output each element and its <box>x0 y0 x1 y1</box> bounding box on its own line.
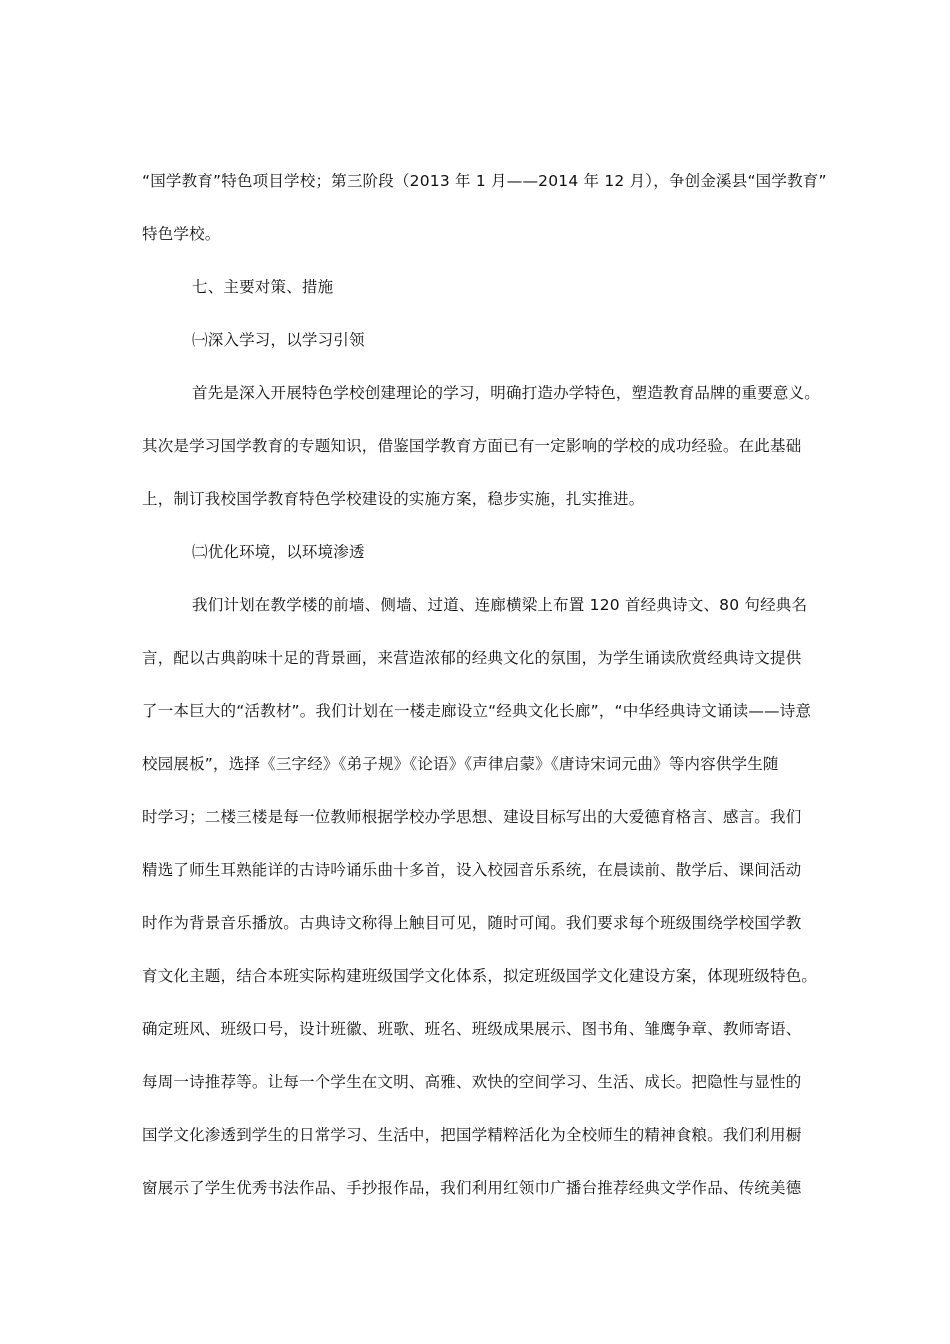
text-line: 每周一诗推荐等。让每一个学生在文明、高雅、欢快的空间学习、生活、成长。把隐性与显性的 <box>142 1073 802 1091</box>
text-line: 首先是深入开展特色学校创建理论的学习，明确打造办学特色，塑造教育品牌的重要意义。 <box>192 384 821 402</box>
text-line: 校园展板”，选择《三字经》《弟子规》《论语》《声律启蒙》《唐诗宋词元曲》等内容供学生随 <box>142 755 779 773</box>
text-line: 上，制订我校国学教育特色学校建设的实施方案，稳步实施，扎实推进。 <box>142 490 645 508</box>
text-line: 窗展示了学生优秀书法作品、手抄报作品，我们利用红领巾广播台推荐经典文学作品、传统美德 <box>142 1179 802 1197</box>
text-line: 其次是学习国学教育的专题知识，借鉴国学教育方面已有一定影响的学校的成功经验。在此基础 <box>142 437 802 455</box>
text-line: 我们计划在教学楼的前墙、侧墙、过道、连廊横梁上布置 120 首经典诗文、80 句经典名 <box>192 596 808 614</box>
text-line: 确定班风、班级口号，设计班徽、班歌、班名、班级成果展示、图书角、雏鹰争章、教师寄语、 <box>142 1020 802 1038</box>
subsection-heading: ㈠深入学习，以学习引领 <box>192 331 365 349</box>
subsection-heading: ㈡优化环境，以环境渗透 <box>192 543 365 561</box>
text-line: 育文化主题，结合本班实际构建班级国学文化体系，拟定班级国学文化建设方案，体现班级特色。 <box>142 967 818 985</box>
text-line: 时学习；二楼三楼是每一位教师根据学校办学思想、建设目标写出的大爱德育格言、感言。我们 <box>142 808 802 826</box>
text-line: 时作为背景音乐播放。古典诗文称得上触目可见，随时可闻。我们要求每个班级围绕学校国学教 <box>142 914 802 932</box>
text-line: 国学文化渗透到学生的日常学习、生活中，把国学精粹活化为全校师生的精神食粮。我们利用橱 <box>142 1126 802 1144</box>
text-line: “国学教育”特色项目学校；第三阶段（2013 年 1 月——2014 年 12 月），争创金溪县“国学教育” <box>142 172 827 190</box>
text-line: 精选了师生耳熟能详的古诗吟诵乐曲十多首，设入校园音乐系统，在晨读前、散学后、课间活动 <box>142 861 802 879</box>
text-line: 了一本巨大的“活教材”。我们计划在一楼走廊设立“经典文化长廊”，“中华经典诗文诵读——诗意 <box>142 702 812 720</box>
text-line: 言，配以古典韵味十足的背景画，来营造浓郁的经典文化的氛围，为学生诵读欣赏经典诗文提供 <box>142 649 802 667</box>
section-heading: 七、主要对策、措施 <box>192 278 334 296</box>
text-line: 特色学校。 <box>142 225 221 243</box>
